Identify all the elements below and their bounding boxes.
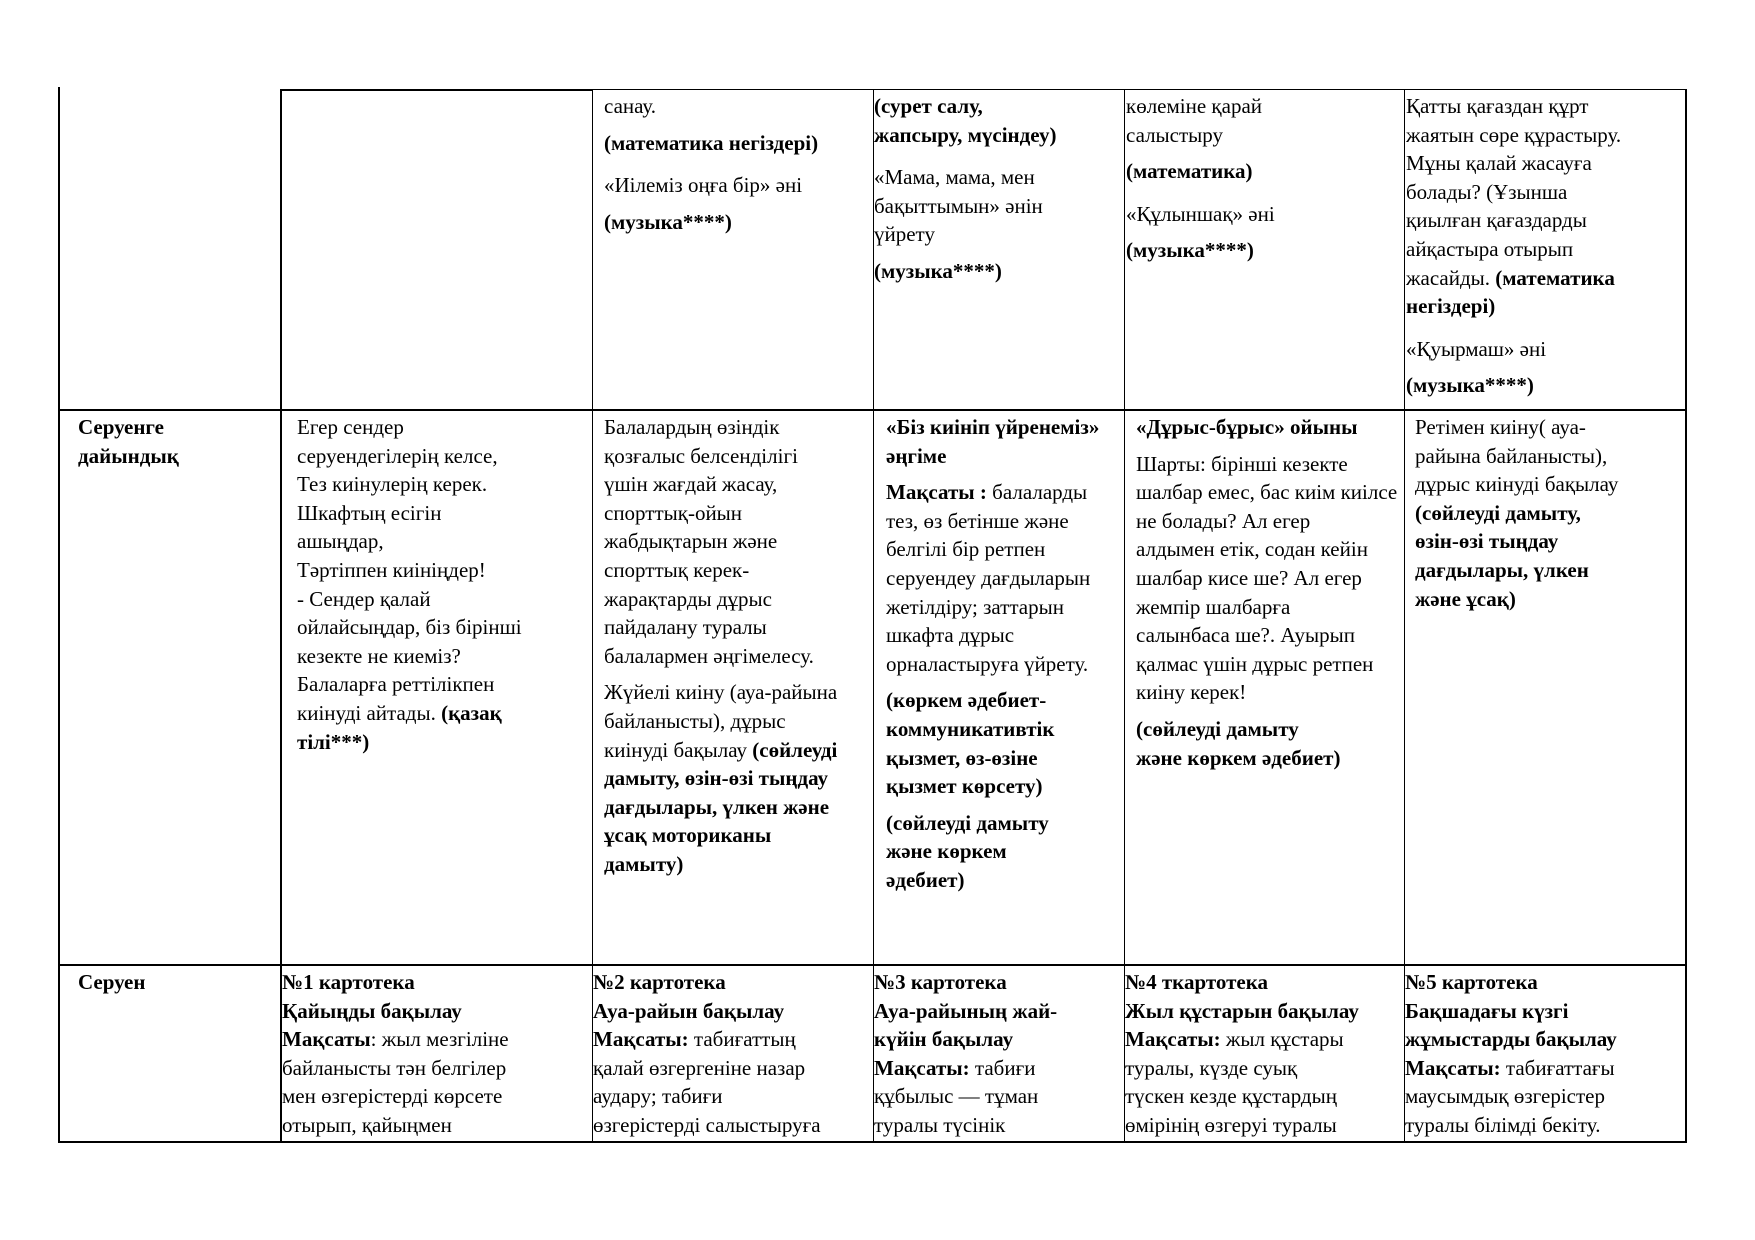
grid-line [58, 87, 60, 1143]
cell-text: «Біз киініп үйренеміз» әңгіме [886, 415, 1100, 468]
grid-line [58, 409, 1687, 411]
cell-text: Балалардың өзіндік қозғалыс белсенділігі үшін жағдай жасау, спорттық-ойын жабдықтарын және спорттық керек- жарақтарды дұрыс пайдалану туралы балалармен әңгімелесу. [604, 415, 814, 668]
cell-text: Шарты: бірінші кезекте шалбар емес, бас киім киілсе не болады? Ал егер алдымен етік, содан кейін шалбар кисе ше? Ал егер жемпір шалбарға салынбаса ше?. Ауырып қалмас үшін дұрыс ретпен киіну керек! [1136, 451, 1398, 705]
cell-text: «Құлыншақ» әні [1126, 201, 1275, 226]
cell-paragraph [604, 413, 873, 670]
table-cell [1406, 92, 1685, 408]
row-label: Серуен [78, 970, 146, 994]
cell-text: «Иілеміз оңға бір» әні [604, 173, 803, 198]
table-cell [604, 413, 873, 961]
cell-text: (сөйлеуді дамыту, өзін-өзі тыңдау дағдылары, үлкен және ұсақ моториканы дамыту) [604, 737, 838, 876]
cell-paragraph [1126, 92, 1404, 149]
cell-text: (музыка****) [604, 209, 732, 234]
cell-text: №4 ткартотека Жыл құстарын бақылау Мақсаты: [1125, 970, 1359, 1052]
cell-paragraph [593, 968, 873, 1140]
cell-paragraph [886, 686, 1124, 800]
cell-text: санау. [604, 94, 657, 118]
grid-line [592, 89, 1687, 90]
cell-paragraph [604, 129, 874, 158]
cell-text: (сөйлеуді дамыту және көркем әдебиет) [1136, 716, 1341, 770]
grid-line [58, 1141, 1687, 1143]
cell-paragraph [1125, 968, 1404, 1140]
cell-text: (сөйлеуді дамыту және көркем әдебиет) [886, 810, 1049, 892]
table-cell [282, 968, 592, 1140]
cell-text: «Дұрыс-бұрыс» ойыны [1136, 415, 1358, 439]
table-cell [874, 968, 1124, 1140]
cell-text: №1 картотека Қайыңды бақылау Мақсаты [282, 970, 462, 1052]
table-cell [886, 413, 1124, 961]
cell-text: Мақсаты : [886, 480, 993, 505]
cell-paragraph [886, 413, 1124, 470]
cell-paragraph [1406, 92, 1685, 321]
row-label: Серуенге дайындық [78, 415, 179, 468]
table-cell [1126, 92, 1404, 406]
grid-line [58, 964, 1687, 966]
cell-text: №2 картотека Ауа-райын бақылау Мақсаты: [593, 970, 785, 1052]
cell-text: көлеміне қарай салыстыру [1126, 94, 1263, 147]
cell-text: Ретімен киіну( ауа- райына байланысты), дұрыс киінуді бақылау [1415, 415, 1619, 497]
cell-text: (математика) [1126, 159, 1253, 184]
cell-paragraph [1415, 413, 1685, 613]
cell-text: №5 картотека Бақшадағы күзгі жұмыстарды бақылау Мақсаты: [1405, 970, 1617, 1080]
cell-paragraph [1406, 371, 1685, 400]
table-cell [297, 413, 592, 961]
paragraph-gap [604, 157, 874, 171]
cell-paragraph [1126, 157, 1404, 186]
cell-text: (математика негіздері) [1406, 265, 1615, 319]
grid-line [1685, 89, 1687, 1143]
grid-line [280, 89, 593, 91]
cell-paragraph [1405, 968, 1685, 1140]
cell-text: (қазақ тілі***) [297, 700, 502, 754]
table-cell [593, 968, 873, 1140]
cell-text: : жыл мезгіліне байланысты тән белгілер мен өзгерістерді көрсете отырып, қайыңмен [282, 1027, 509, 1137]
cell-paragraph [886, 809, 1124, 895]
cell-text: балаларды тез, өз бетінше және белгілі бір ретпен серуендеу дағдыларын жетілдіру; заттарын шкафта дұрыс орналастыруға үйрету. [886, 480, 1091, 676]
table-cell [874, 92, 1124, 406]
cell-text: (көркем әдебиет- коммуникативтік қызмет, өз-өзіне қызмет көрсету) [886, 688, 1055, 799]
cell-paragraph [874, 163, 1124, 249]
table-cell [1415, 413, 1685, 961]
table-cell [604, 92, 874, 406]
cell-text: «Қуырмаш» әні [1406, 336, 1547, 361]
cell-text: (сөйлеуді дамыту, өзін-өзі тыңдау дағдылары, үлкен және ұсақ) [1415, 500, 1589, 611]
cell-text: (математика негіздері) [604, 130, 819, 155]
cell-text: Қатты қағаздан құрт жаятын сөре құрастыру. Мұны қалай жасауға болады? (Ұзынша қиылған қағаздарды айқастыра отырып жасайды. [1406, 94, 1622, 290]
cell-text: №3 картотека Ауа-райының жай- күйін бақылау Мақсаты: [874, 970, 1058, 1080]
cell-paragraph [874, 968, 1124, 1140]
cell-paragraph [886, 478, 1124, 678]
cell-text: (музыка****) [1406, 373, 1534, 398]
cell-text: табиғи құбылыс — тұман туралы түсінік [874, 1055, 1039, 1137]
cell-paragraph [1126, 200, 1404, 229]
table-cell [1405, 968, 1685, 1140]
paragraph-gap [874, 149, 1124, 163]
cell-text: (сурет салу, жапсыру, мүсіндеу) [874, 94, 1057, 147]
cell-paragraph [874, 92, 1124, 149]
cell-paragraph [874, 257, 1124, 286]
cell-text: табиғаттағы маусымдық өзгерістер туралы білімді бекіту. [1405, 1055, 1615, 1137]
paragraph-gap [1406, 321, 1685, 335]
cell-paragraph [604, 92, 874, 121]
cell-paragraph [604, 171, 874, 200]
cell-text: (музыка****) [1126, 238, 1254, 263]
table-cell [1125, 968, 1404, 1140]
cell-text: «Мама, мама, мен бақыттымын» әнін үйрету [874, 165, 1043, 247]
cell-paragraph [297, 413, 592, 756]
cell-paragraph [1126, 236, 1404, 265]
cell-text: Жүйелі киіну (ауа-райына байланысты), дұрыс киінуді бақылау [604, 680, 838, 762]
cell-paragraph [604, 678, 873, 878]
cell-paragraph [282, 968, 592, 1140]
cell-text: табиғаттың қалай өзгергеніне назар аудару; табиғи өзгерістерді салыстыруға [593, 1027, 821, 1137]
cell-paragraph [604, 208, 874, 237]
paragraph-gap [1126, 186, 1404, 200]
table-cell [1136, 413, 1404, 961]
cell-paragraph [1136, 450, 1404, 707]
cell-text: (музыка****) [874, 258, 1002, 283]
cell-paragraph [1136, 715, 1404, 772]
cell-paragraph [1406, 335, 1685, 364]
cell-text: Егер сендер серуендегілерің келсе, Тез киінулерің керек. Шкафтың есігін ашыңдар, Тәртіппен киініңдер! - Сендер қалай ойлайсыңдар, біз бірінші кезекте не киеміз? Балаларға реттілікпен киінуді айтады. [297, 415, 522, 725]
cell-text: жыл құстары туралы, күзде суық түскен кезде құстардың өмірінің өзгеруі туралы [1125, 1027, 1344, 1137]
cell-paragraph [1136, 413, 1404, 442]
